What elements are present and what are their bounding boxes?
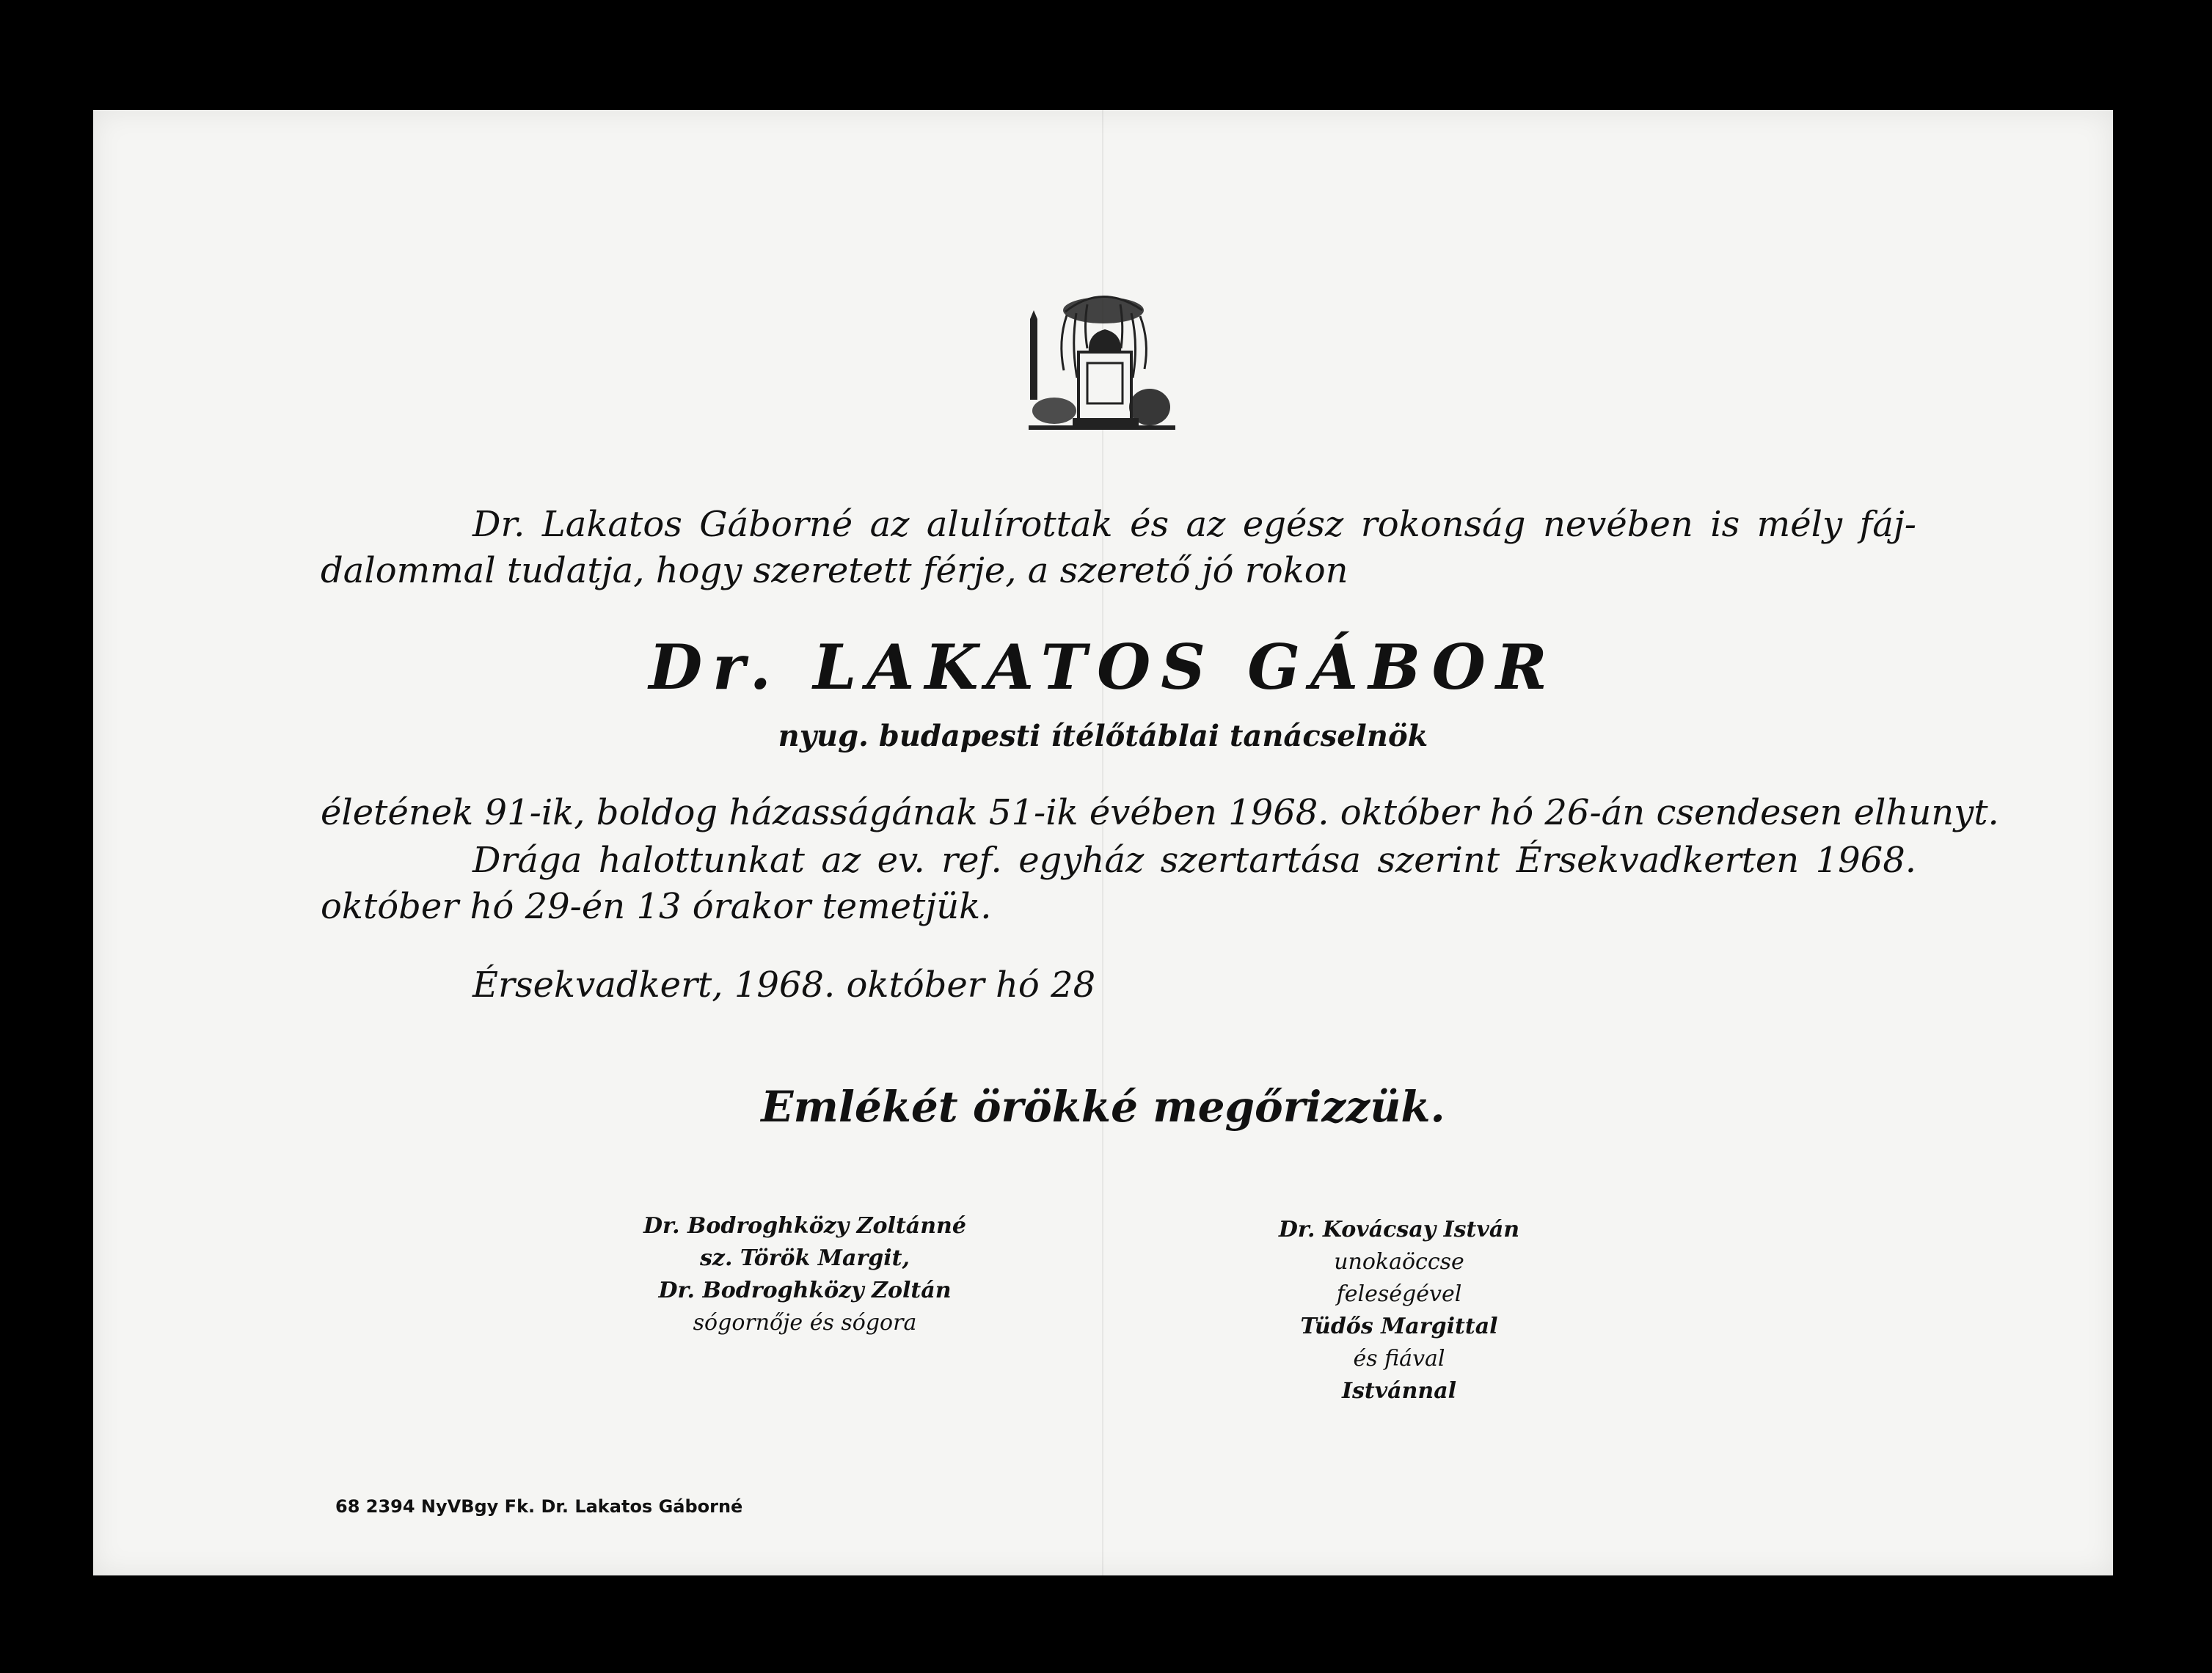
signatories-left — [563, 1210, 1047, 1339]
signatory-line: Tüdős Margittal — [1300, 1314, 1498, 1339]
place-date: Érsekvadkert, 1968. október hó 28 — [472, 964, 1096, 1006]
signatory-line: Dr. Kovácsay István — [1278, 1217, 1520, 1242]
deceased-title: nyug. budapesti ítélőtáblai tanácselnök — [778, 719, 1428, 753]
signatory-line: sógornője és sógora — [693, 1310, 917, 1336]
obituary-page — [93, 110, 2113, 1575]
death-line: életének 91-ik, boldog házasságának 51-ik évében 1968. október hó 26-án csendesen elhunyt. — [321, 792, 1999, 833]
signatory-line: Dr. Bodroghközy Zoltánné — [643, 1213, 966, 1239]
intro-line-1: Dr. Lakatos Gáborné az alulírottak és az egész rokonság nevében is mély fáj- — [472, 504, 1916, 545]
printer-footer: 68 2394 NyVBgy Fk. Dr. Lakatos Gáborné — [335, 1496, 743, 1517]
signatory-line: és fiával — [1353, 1346, 1445, 1372]
motto: Emlékét örökké megőrizzük. — [761, 1082, 1445, 1132]
signatory-line: Dr. Bodroghközy Zoltán — [658, 1278, 952, 1303]
signatory-line: Istvánnal — [1341, 1378, 1457, 1404]
funeral-line-1: Drága halottunkat az ev. ref. egyház szertartása szerint Érsekvadkerten 1968. — [472, 840, 1916, 881]
signatories-right — [1179, 1214, 1619, 1407]
memorial-urn-willow-icon — [1014, 282, 1190, 436]
signatory-line: sz. Török Margit, — [700, 1245, 910, 1271]
signatory-line: unokaöccse — [1334, 1249, 1464, 1275]
intro-line-2: dalommal tudatja, hogy szeretett férje, a szerető jó rokon — [321, 550, 1348, 591]
deceased-name: Dr. LAKATOS GÁBOR — [649, 631, 1558, 703]
signatory-line: feleségével — [1336, 1281, 1462, 1307]
funeral-line-2: október hó 29-én 13 órakor temetjük. — [321, 886, 992, 927]
